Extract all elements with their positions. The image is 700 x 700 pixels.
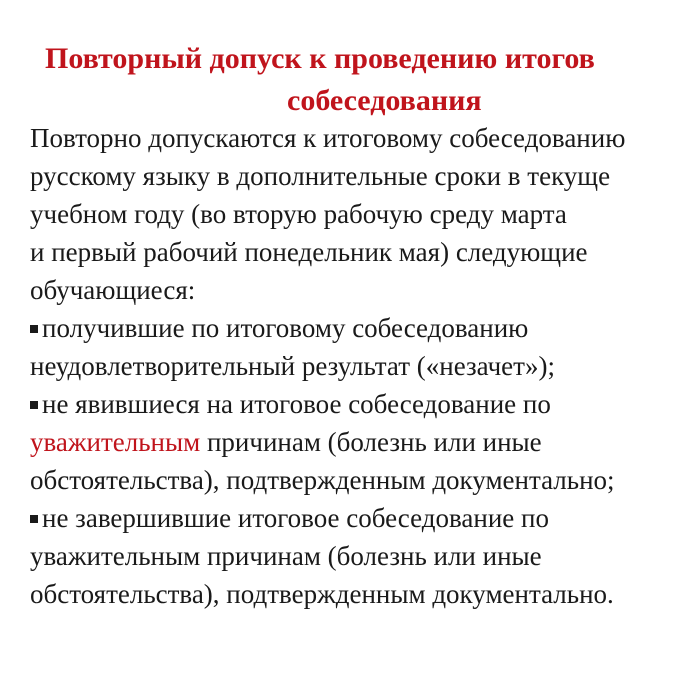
highlighted-word: уважительным xyxy=(30,427,201,457)
bullet-1-text: получившие по итоговому собеседованию xyxy=(42,313,529,343)
intro-line: учебном году (во вторую рабочую среду марта xyxy=(30,199,567,229)
bullet-3-line-2: уважительным причинам (болезнь или иные xyxy=(30,541,542,571)
bullet-2-line-2 xyxy=(30,423,700,461)
bullet-2-line-1 xyxy=(30,385,700,423)
square-bullet-icon xyxy=(30,325,38,333)
intro-line: Повторно допускаются к итоговому собеседованию xyxy=(30,123,626,153)
bullet-3-text: не завершившие итоговое собеседование по xyxy=(42,503,549,533)
bullet-3-line-3: обстоятельства), подтвержденным документально. xyxy=(30,579,614,609)
bullet-2-text: не явившиеся на итоговое собеседование по xyxy=(42,389,551,419)
slide-body xyxy=(30,119,700,613)
bullet-2-line-3: обстоятельства), подтвержденным документально; xyxy=(30,465,615,495)
square-bullet-icon xyxy=(30,515,38,523)
bullet-2-line-2-rest: причинам (болезнь или иные xyxy=(200,427,542,457)
intro-line: и первый рабочий понедельник мая) следующие xyxy=(30,237,588,267)
title-line-2: собеседования xyxy=(287,84,482,117)
bullet-1-line-1 xyxy=(30,309,700,347)
square-bullet-icon xyxy=(30,401,38,409)
intro-line: обучающиеся: xyxy=(30,275,196,305)
title-line-1: Повторный допуск к проведению итогов xyxy=(45,42,595,75)
intro-line: русскому языку в дополнительные сроки в текуще xyxy=(30,161,611,191)
bullet-3-line-1 xyxy=(30,499,700,537)
bullet-1-line-2: неудовлетворительный результат («незачет»); xyxy=(30,351,555,381)
